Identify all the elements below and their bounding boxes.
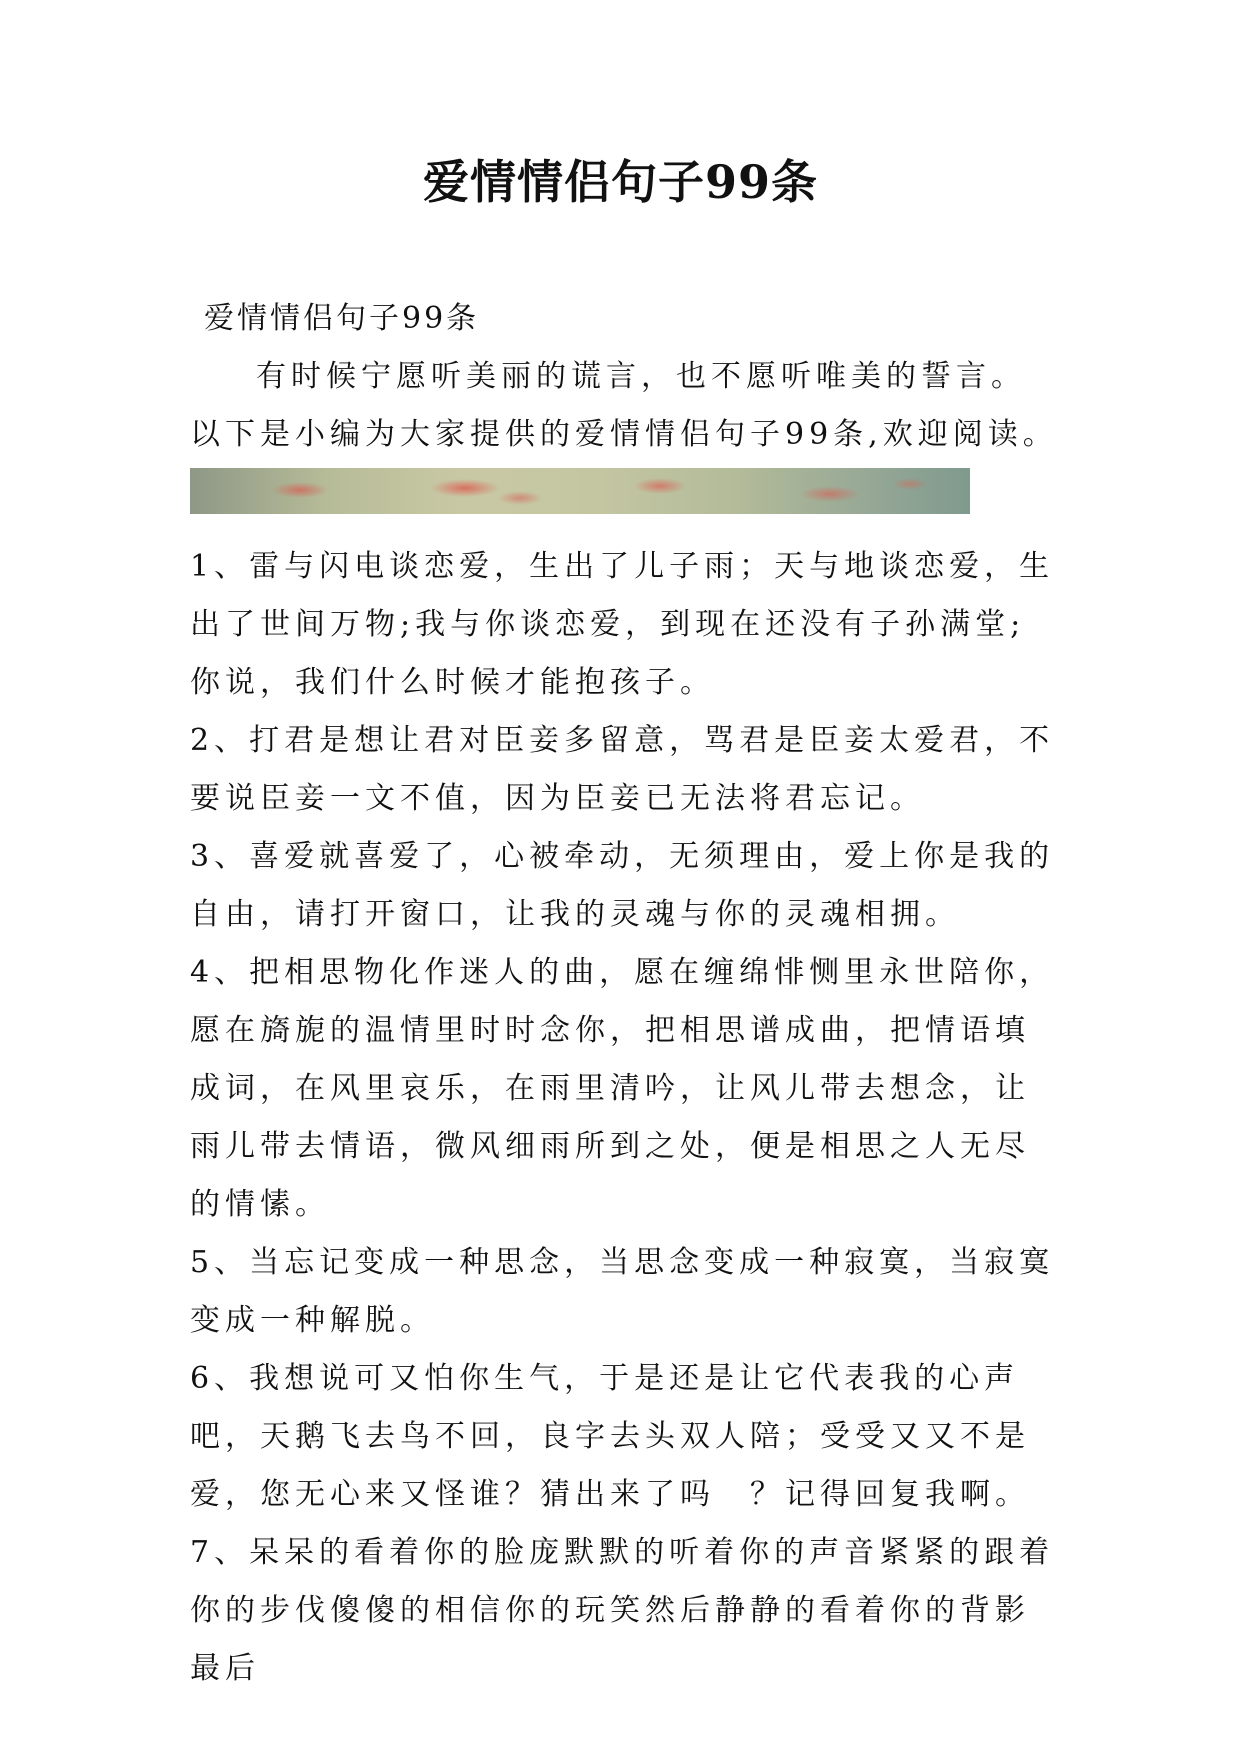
decorative-banner-image bbox=[190, 468, 970, 514]
list-item: 4、把相思物化作迷人的曲，愿在缠绵悱恻里永世陪你，愿在旖旎的温情里时时念你，把相思谱成曲，把情语填成词，在风里哀乐，在雨里清吟，让风儿带去想念，让雨儿带去情语，微风细雨所到之处，便是相思之人无尽的情愫。 bbox=[190, 955, 1055, 1222]
document-body bbox=[190, 290, 1060, 1698]
list-item: 2、打君是想让君对臣妾多留意，骂君是臣妾太爱君，不要说臣妾一文不值，因为臣妾已无法将君忘记。 bbox=[190, 723, 1055, 816]
subtitle: 爱情情侣句子99条 bbox=[204, 301, 480, 336]
list-item: 7、呆呆的看着你的脸庞默默的听着你的声音紧紧的跟着你的步伐傻傻的相信你的玩笑然后静静的看着你的背影最后 bbox=[190, 1535, 1055, 1686]
list-item: 3、喜爱就喜爱了，心被牵动，无须理由，爱上你是我的自由，请打开窗口，让我的灵魂与你的灵魂相拥。 bbox=[190, 839, 1055, 932]
list-item: 5、当忘记变成一种思念，当思念变成一种寂寞，当寂寞变成一种解脱。 bbox=[190, 1245, 1055, 1338]
list-item: 1、雷与闪电谈恋爱，生出了儿子雨；天与地谈恋爱，生出了世间万物;我与你谈恋爱，到现在还没有子孙满堂;你说，我们什么时候才能抱孩子。 bbox=[190, 549, 1055, 700]
page-title: 爱情情侣句子99条 bbox=[422, 155, 818, 209]
intro-paragraph: 有时候宁愿听美丽的谎言，也不愿听唯美的誓言。以下是小编为大家提供的爱情情侣句子99条,欢迎阅读。 bbox=[190, 359, 1058, 452]
list-item: 6、我想说可又怕你生气，于是还是让它代表我的心声吧，天鹅飞去鸟不回，良字去头双人陪；受受又又不是爱，您无心来又怪谁？猜出来了吗 ？记得回复我啊。 bbox=[190, 1361, 1030, 1512]
